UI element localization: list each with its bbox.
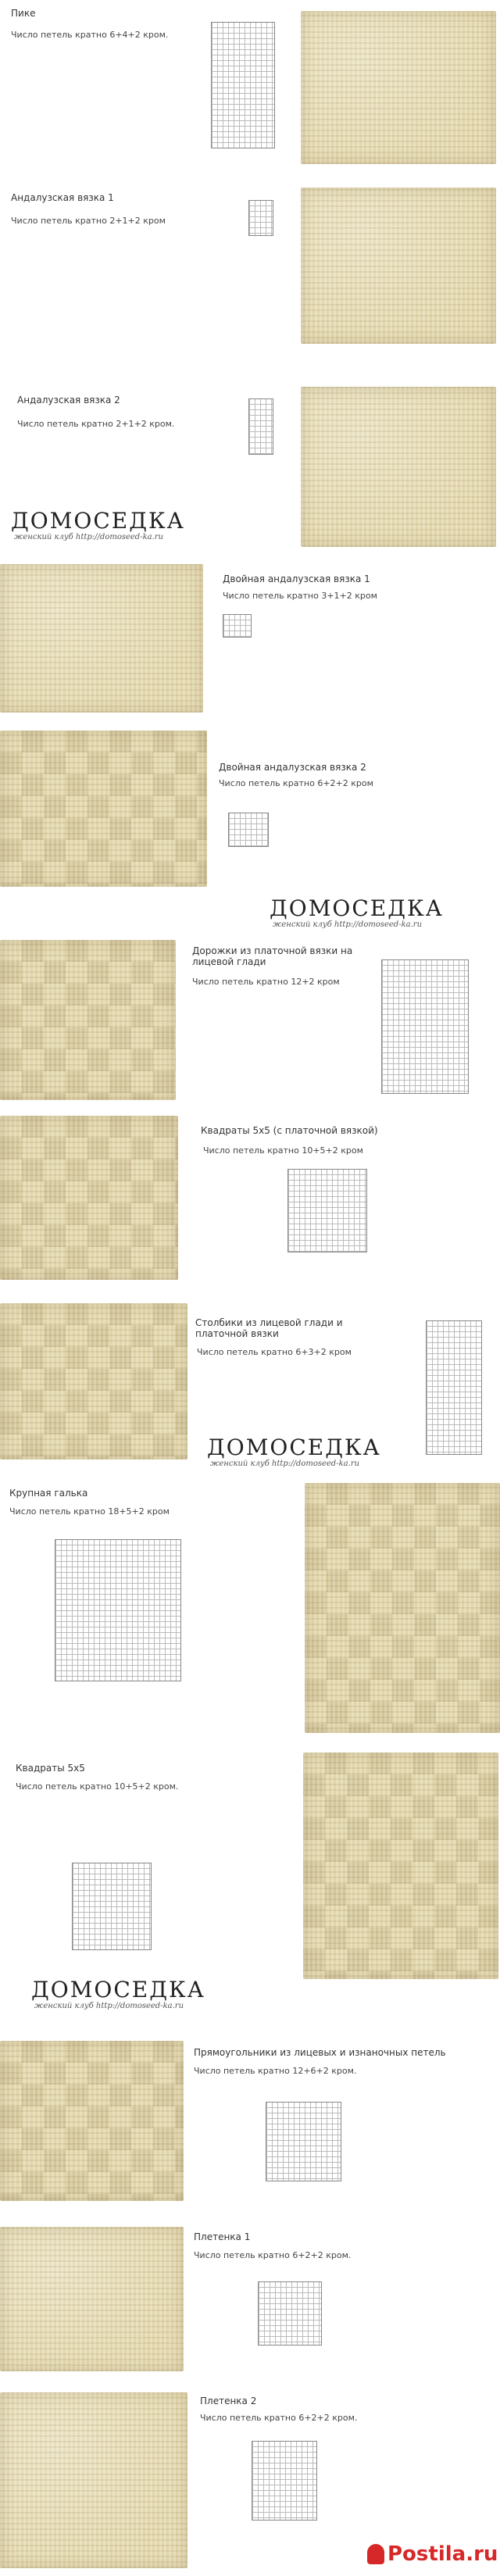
knit-sample-photo bbox=[301, 387, 496, 547]
watermark-tagline: женский клуб http://domoseed-ka.ru bbox=[34, 2002, 184, 2010]
knit-sample-photo bbox=[0, 2227, 184, 2371]
knit-sample-photo bbox=[0, 1116, 178, 1280]
postila-logo[interactable] bbox=[367, 2539, 500, 2574]
chart-grid bbox=[248, 398, 273, 455]
section-subtitle: Число петель кратно 6+4+2 кром. bbox=[11, 30, 169, 40]
section-subtitle: Число петель кратно 10+5+2 кром bbox=[203, 1145, 363, 1156]
section-title: Плетенка 1 bbox=[194, 2231, 251, 2242]
knit-sample-photo bbox=[0, 940, 176, 1100]
section-title: Двойная андалузская вязка 1 bbox=[223, 573, 370, 584]
section-title: Столбики из лицевой глади и платочной вязки bbox=[195, 1317, 343, 1339]
chart-grid bbox=[381, 959, 469, 1094]
watermark-brand: ДОМОСЕДКА bbox=[270, 895, 444, 921]
logo-text: Postila.ru bbox=[388, 2542, 498, 2566]
chart-grid bbox=[266, 2102, 341, 2181]
section-subtitle: Число петель кратно 6+2+2 кром. bbox=[194, 2250, 352, 2260]
section-subtitle: Число петель кратно 12+6+2 кром. bbox=[194, 2066, 357, 2076]
watermark-brand: ДОМОСЕДКА bbox=[11, 508, 185, 534]
section-title: Крупная галька bbox=[9, 1488, 88, 1499]
section-subtitle: Число петель кратно 18+5+2 кром bbox=[9, 1506, 170, 1517]
knit-sample-photo bbox=[0, 2392, 188, 2568]
knit-sample-photo bbox=[0, 731, 207, 887]
knit-sample-photo bbox=[0, 564, 203, 713]
chart-grid bbox=[248, 200, 273, 236]
watermark bbox=[31, 1978, 205, 2011]
watermark-tagline: женский клуб http://domoseed-ka.ru bbox=[14, 533, 164, 541]
chart-grid bbox=[223, 614, 252, 638]
chart-grid bbox=[72, 1863, 152, 1950]
section-subtitle: Число петель кратно 12+2 кром bbox=[192, 977, 340, 987]
chart-grid bbox=[252, 2441, 317, 2521]
section-title: Андалузская вязка 2 bbox=[17, 395, 120, 406]
knit-sample-photo bbox=[305, 1483, 500, 1733]
knit-sample-photo bbox=[303, 1752, 498, 1979]
chart-grid bbox=[426, 1320, 482, 1455]
knit-sample-photo bbox=[0, 2041, 184, 2201]
chart-grid bbox=[211, 22, 275, 148]
section-subtitle: Число петель кратно 6+2+2 кром bbox=[219, 778, 373, 788]
watermark-brand: ДОМОСЕДКА bbox=[31, 1977, 205, 2003]
section-title: Дорожки из платочной вязки на лицевой глади bbox=[192, 945, 353, 967]
section-title: Пике bbox=[11, 8, 36, 19]
watermark bbox=[207, 1436, 381, 1469]
section-subtitle: Число петель кратно 2+1+2 кром bbox=[11, 216, 166, 226]
knit-sample-photo bbox=[0, 1303, 188, 1459]
watermark-brand: ДОМОСЕДКА bbox=[207, 1434, 381, 1460]
section-title: Двойная андалузская вязка 2 bbox=[219, 762, 366, 773]
section-title: Квадраты 5х5 bbox=[16, 1763, 85, 1774]
chart-grid bbox=[228, 813, 269, 847]
section-subtitle: Число петель кратно 3+1+2 кром bbox=[223, 591, 377, 601]
logo-mascot-icon bbox=[367, 2544, 384, 2564]
knit-sample-photo bbox=[301, 11, 496, 164]
section-title: Андалузская вязка 1 bbox=[11, 192, 114, 203]
section-subtitle: Число петель кратно 10+5+2 кром. bbox=[16, 1781, 179, 1792]
section-subtitle: Число петель кратно 6+3+2 кром bbox=[197, 1347, 352, 1357]
section-subtitle: Число петель кратно 6+2+2 кром. bbox=[200, 2413, 358, 2423]
chart-grid bbox=[288, 1169, 367, 1252]
watermark-tagline: женский клуб http://domoseed-ka.ru bbox=[210, 1459, 360, 1468]
watermark bbox=[11, 509, 185, 542]
section-subtitle: Число петель кратно 2+1+2 кром. bbox=[17, 419, 175, 429]
watermark-tagline: женский клуб http://domoseed-ka.ru bbox=[273, 920, 423, 929]
knit-sample-photo bbox=[301, 188, 496, 344]
watermark bbox=[270, 897, 444, 930]
chart-grid bbox=[258, 2281, 322, 2346]
section-title: Плетенка 2 bbox=[200, 2396, 257, 2406]
section-title: Квадраты 5х5 (с платочной вязкой) bbox=[201, 1125, 378, 1136]
section-title: Прямоугольники из лицевых и изнаночных петель bbox=[194, 2047, 446, 2058]
chart-grid bbox=[55, 1539, 181, 1681]
